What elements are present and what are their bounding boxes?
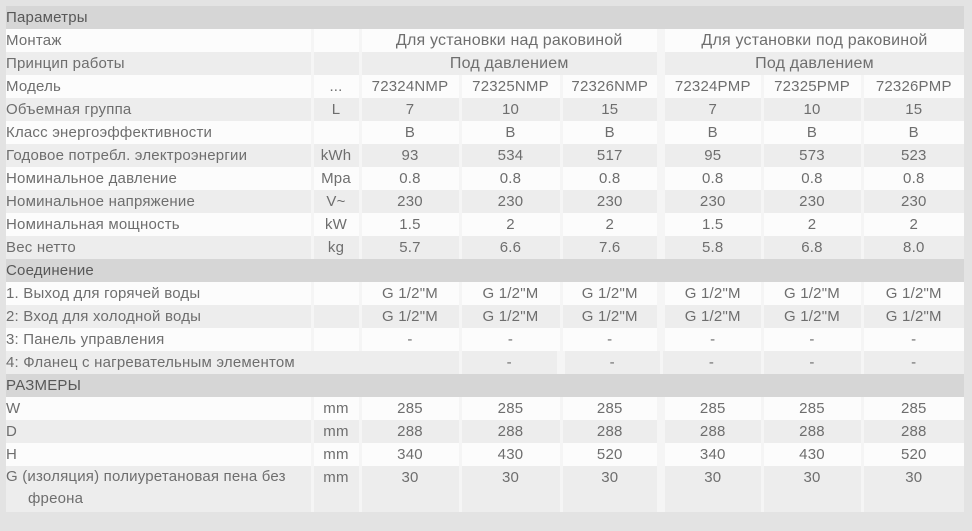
value-cell: 7.6 — [561, 236, 661, 259]
value-cell: 288 — [360, 420, 460, 443]
value-cell: 72326NMP — [561, 75, 661, 98]
table-row-depth — [6, 420, 964, 443]
value-cell: 340 — [661, 443, 762, 466]
unit-cell: ... — [312, 75, 360, 98]
unit-cell — [312, 121, 360, 144]
value-cell: 15 — [862, 98, 964, 121]
row-label: Вес нетто — [6, 236, 312, 259]
value-cell: 6.8 — [762, 236, 862, 259]
row-label — [6, 466, 312, 512]
value-cell: 517 — [561, 144, 661, 167]
value-cell: 288 — [460, 420, 561, 443]
value-cell: 30 — [561, 466, 661, 512]
row-label: H — [6, 443, 312, 466]
value-cell: 0.8 — [561, 167, 661, 190]
value-cell: 93 — [360, 144, 460, 167]
value-cell: 72326PMP — [862, 75, 964, 98]
value-cell: 1.5 — [661, 213, 762, 236]
table-row-energy-class — [6, 121, 964, 144]
row-label: 1. Выход для горячей воды — [6, 282, 312, 305]
value-cell: 230 — [661, 190, 762, 213]
section-header-parameters — [6, 6, 964, 29]
table-row-flange-heating-element — [6, 351, 964, 374]
spec-table — [6, 6, 964, 512]
value-cell: 0.8 — [360, 167, 460, 190]
section-title-parameters: Параметры — [6, 6, 964, 29]
value-cell: 285 — [460, 397, 561, 420]
unit-cell: L — [312, 98, 360, 121]
unit-cell: mm — [312, 443, 360, 466]
value-cell: 520 — [561, 443, 661, 466]
value-cell: 0.8 — [460, 167, 561, 190]
value-cell: 15 — [561, 98, 661, 121]
value-cell: B — [862, 121, 964, 144]
unit-cell: mm — [312, 397, 360, 420]
row-label: Модель — [6, 75, 312, 98]
value-cell: 285 — [360, 397, 460, 420]
value-cell: 285 — [762, 397, 862, 420]
value-cell: 285 — [862, 397, 964, 420]
value-cell: 2 — [762, 213, 862, 236]
value-cell: 0.8 — [661, 167, 762, 190]
merged-header-above-sink: Для установки над раковиной — [360, 29, 661, 52]
table-row-insulation — [6, 466, 964, 512]
row-label: Монтаж — [6, 29, 312, 52]
row-label: Номинальная мощность — [6, 213, 312, 236]
merged-header-pressure-left: Под давлением — [360, 52, 661, 75]
table-row-principle — [6, 52, 964, 75]
value-cell: - — [661, 328, 762, 351]
value-cell: G 1/2"M — [561, 305, 661, 328]
value-cell: B — [661, 121, 762, 144]
unit-cell — [312, 52, 360, 75]
row-label: 2: Вход для холодной воды — [6, 305, 312, 328]
value-cell: - — [862, 328, 964, 351]
value-cell: 430 — [762, 443, 862, 466]
value-cell: 72325NMP — [460, 75, 561, 98]
unit-cell: kWh — [312, 144, 360, 167]
value-cell: 7 — [360, 98, 460, 121]
value-cell: 10 — [762, 98, 862, 121]
value-cell: 2 — [862, 213, 964, 236]
value-cell: B — [460, 121, 561, 144]
value-cell: - — [762, 351, 862, 374]
value-cell: G 1/2"M — [460, 305, 561, 328]
value-cell: - — [561, 328, 661, 351]
unit-cell: kg — [312, 236, 360, 259]
value-cell: - — [561, 351, 661, 374]
row-label: Класс энергоэффективности — [6, 121, 312, 144]
value-cell: 288 — [661, 420, 762, 443]
value-cell: G 1/2"M — [661, 305, 762, 328]
value-cell: B — [360, 121, 460, 144]
unit-cell: Mpa — [312, 167, 360, 190]
value-cell: 0.8 — [862, 167, 964, 190]
value-cell: 573 — [762, 144, 862, 167]
merged-header-below-sink: Для установки под раковиной — [661, 29, 964, 52]
value-cell: 288 — [862, 420, 964, 443]
value-cell: 520 — [862, 443, 964, 466]
value-cell: 6.6 — [460, 236, 561, 259]
unit-cell: kW — [312, 213, 360, 236]
value-cell: G 1/2"M — [862, 282, 964, 305]
value-cell: 30 — [460, 466, 561, 512]
value-cell: 230 — [762, 190, 862, 213]
table-row-hot-water-outlet — [6, 282, 964, 305]
table-row-volume-group — [6, 98, 964, 121]
value-cell: 30 — [360, 466, 460, 512]
value-cell: 0.8 — [762, 167, 862, 190]
value-cell: - — [460, 351, 561, 374]
value-cell: - — [762, 328, 862, 351]
row-label: D — [6, 420, 312, 443]
value-cell: 30 — [862, 466, 964, 512]
value-cell: B — [561, 121, 661, 144]
value-cell: - — [661, 351, 762, 374]
unit-cell — [312, 328, 360, 351]
value-cell: G 1/2"M — [862, 305, 964, 328]
table-row-mount — [6, 29, 964, 52]
value-cell: G 1/2"M — [762, 282, 862, 305]
value-cell: 30 — [762, 466, 862, 512]
row-label: W — [6, 397, 312, 420]
unit-cell: mm — [312, 420, 360, 443]
value-cell: 72325PMP — [762, 75, 862, 98]
value-cell: 2 — [561, 213, 661, 236]
row-label: Годовое потребл. электроэнергии — [6, 144, 312, 167]
table-row-net-weight — [6, 236, 964, 259]
value-cell: 5.7 — [360, 236, 460, 259]
table-row-nominal-pressure — [6, 167, 964, 190]
value-cell: 288 — [762, 420, 862, 443]
value-cell: 10 — [460, 98, 561, 121]
value-cell: G 1/2"M — [360, 305, 460, 328]
value-cell: 230 — [460, 190, 561, 213]
value-cell: 2 — [460, 213, 561, 236]
table-row-height — [6, 443, 964, 466]
row-label: Номинальное давление — [6, 167, 312, 190]
unit-cell — [312, 305, 360, 328]
value-cell: 72324NMP — [360, 75, 460, 98]
value-cell: - — [360, 328, 460, 351]
value-cell: 5.8 — [661, 236, 762, 259]
unit-cell — [312, 282, 360, 305]
section-header-connection — [6, 259, 964, 282]
row-label: Принцип работы — [6, 52, 312, 75]
value-cell: - — [862, 351, 964, 374]
value-cell: 230 — [862, 190, 964, 213]
value-cell: G 1/2"M — [460, 282, 561, 305]
table-row-nominal-voltage — [6, 190, 964, 213]
value-cell: 8.0 — [862, 236, 964, 259]
value-cell: 534 — [460, 144, 561, 167]
value-cell: 285 — [561, 397, 661, 420]
value-cell: 523 — [862, 144, 964, 167]
value-cell: B — [762, 121, 862, 144]
table-row-annual-consumption — [6, 144, 964, 167]
table-row-model — [6, 75, 964, 98]
table-row-cold-water-inlet — [6, 305, 964, 328]
section-header-dimensions — [6, 374, 964, 397]
value-cell: 95 — [661, 144, 762, 167]
value-cell: 7 — [661, 98, 762, 121]
table-row-nominal-power — [6, 213, 964, 236]
value-cell: 230 — [561, 190, 661, 213]
row-label: Номинальное напряжение — [6, 190, 312, 213]
value-cell: G 1/2"M — [661, 282, 762, 305]
merged-header-pressure-right: Под давлением — [661, 52, 964, 75]
table-row-width — [6, 397, 964, 420]
row-label: Объемная группа — [6, 98, 312, 121]
row-label: 3: Панель управления — [6, 328, 312, 351]
section-title-dimensions: РАЗМЕРЫ — [6, 374, 964, 397]
value-cell: 285 — [661, 397, 762, 420]
value-cell: 230 — [360, 190, 460, 213]
row-label-text: G (изоляция) полиуретановая пена без фреона — [6, 468, 286, 507]
value-cell: G 1/2"M — [762, 305, 862, 328]
value-cell: 72324PMP — [661, 75, 762, 98]
value-cell: 340 — [360, 443, 460, 466]
value-cell: 288 — [561, 420, 661, 443]
value-cell: 1.5 — [360, 213, 460, 236]
value-cell: G 1/2"M — [360, 282, 460, 305]
unit-cell: V~ — [312, 190, 360, 213]
unit-cell — [312, 29, 360, 52]
value-cell: G 1/2"M — [561, 282, 661, 305]
value-cell: - — [460, 328, 561, 351]
table-row-control-panel — [6, 328, 964, 351]
value-cell: 30 — [661, 466, 762, 512]
unit-cell: mm — [312, 466, 360, 512]
value-cell: 430 — [460, 443, 561, 466]
row-label: 4: Фланец с нагревательным элементом — [6, 351, 460, 374]
section-title-connection: Соединение — [6, 259, 964, 282]
